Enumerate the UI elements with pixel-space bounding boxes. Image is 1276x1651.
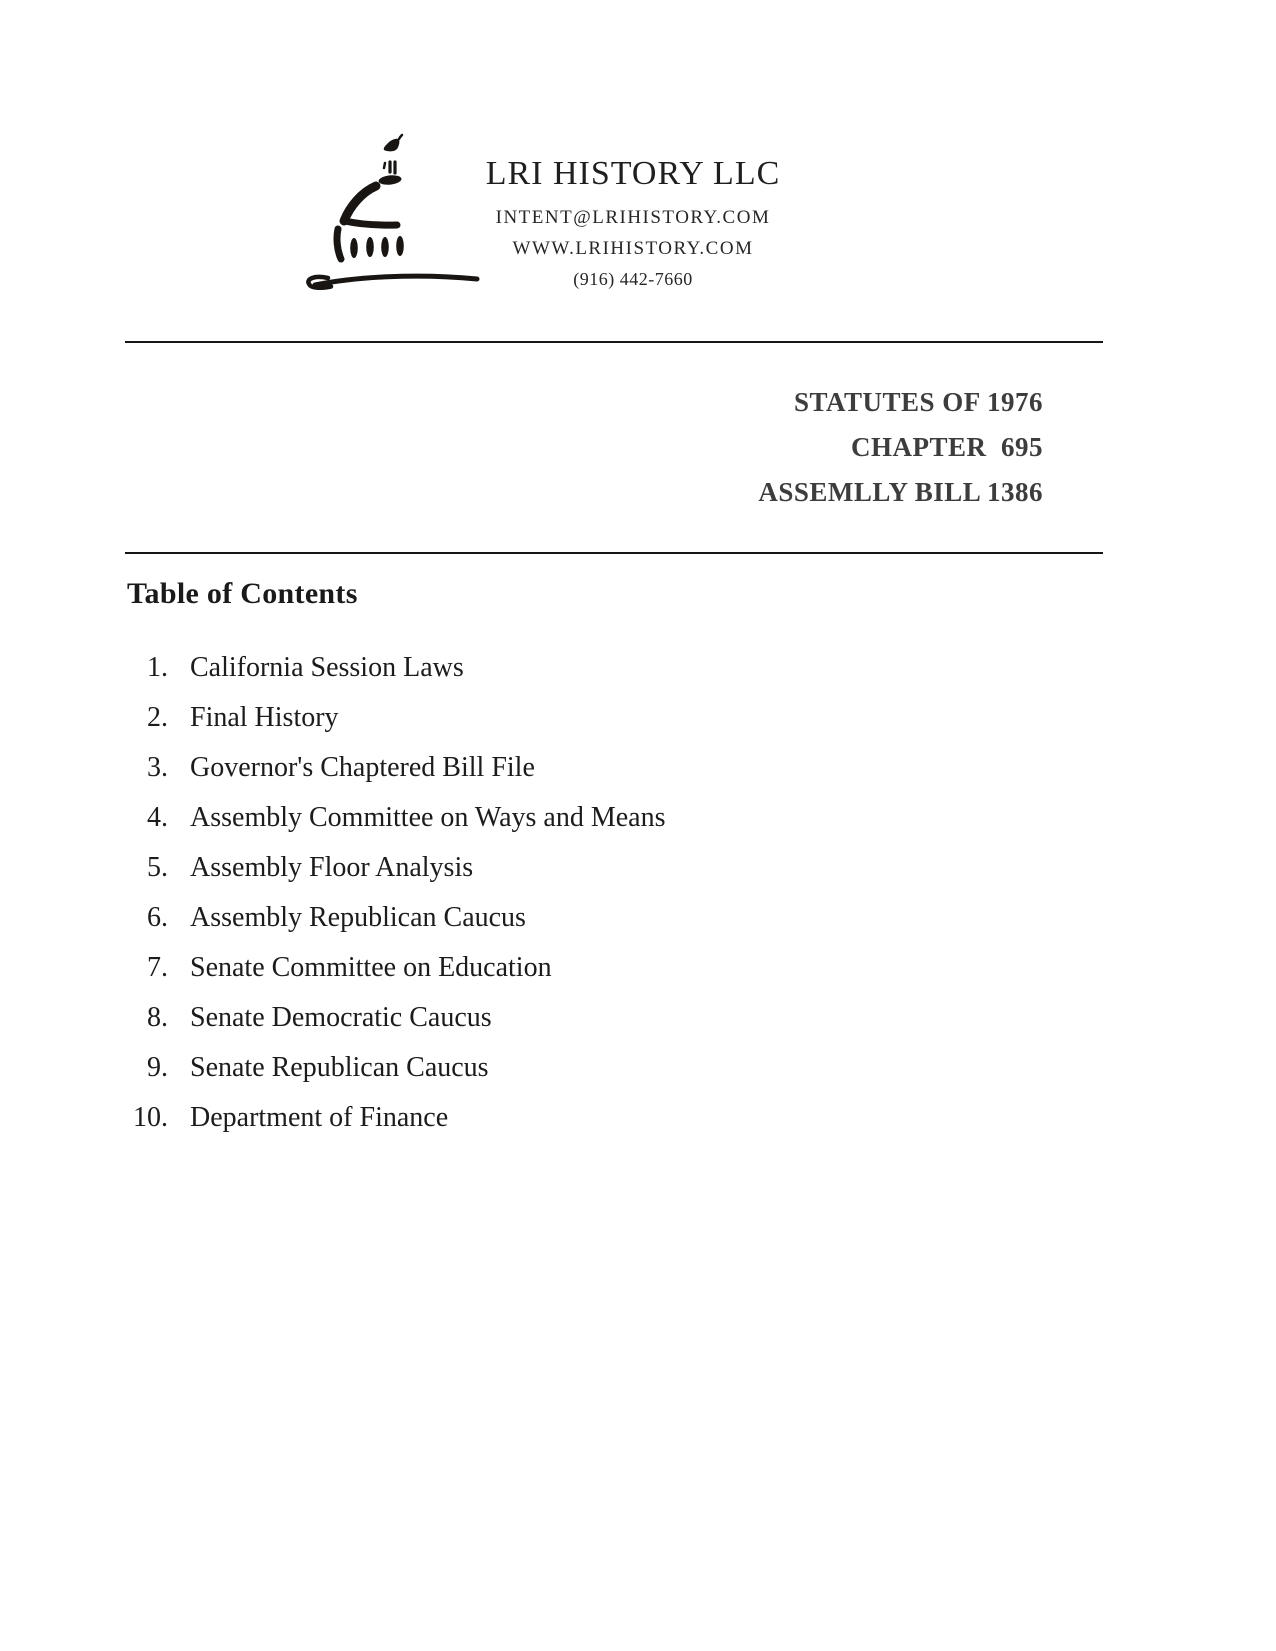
toc-item-label: California Session Laws	[190, 652, 464, 683]
toc-item-number: 4.	[147, 802, 168, 833]
toc-item	[128, 993, 666, 1043]
toc-item	[128, 793, 666, 843]
toc-item	[128, 743, 666, 793]
toc-item-label: Assembly Committee on Ways and Means	[190, 802, 666, 833]
toc-item	[128, 943, 666, 993]
toc-item-number: 10.	[133, 1102, 168, 1133]
toc-item-number: 3.	[147, 752, 168, 783]
divider-line-top	[125, 341, 1103, 343]
toc-item-label: Senate Democratic Caucus	[190, 1002, 492, 1033]
toc-list	[128, 643, 666, 1143]
toc-item-label: Department of Finance	[190, 1102, 449, 1133]
toc-item	[128, 693, 666, 743]
company-email: INTENT@LRIHISTORY.COM	[495, 207, 771, 228]
toc-item	[128, 893, 666, 943]
divider-line-bottom	[125, 552, 1103, 554]
toc-item-number: 8.	[147, 1002, 168, 1033]
toc-item-label: Senate Republican Caucus	[190, 1052, 489, 1083]
toc-item-label: Final History	[190, 702, 339, 733]
chapter-line: CHAPTER 695	[850, 432, 1043, 462]
company-name: LRI HISTORY LLC	[485, 155, 781, 192]
toc-item	[128, 1093, 666, 1143]
toc-item	[128, 843, 666, 893]
toc-item-label: Assembly Republican Caucus	[190, 902, 526, 933]
toc-item	[128, 1043, 666, 1093]
statutes-line: STATUTES OF 1976	[793, 387, 1043, 417]
toc-item	[128, 643, 666, 693]
toc-item-number: 9.	[147, 1052, 168, 1083]
assembly-bill-line: ASSEMLLY BILL 1386	[758, 477, 1043, 507]
toc-heading: Table of Contents	[127, 577, 358, 610]
toc-item-number: 2.	[147, 702, 168, 733]
toc-item-label: Governor's Chaptered Bill File	[190, 752, 535, 783]
toc-item-number: 1.	[147, 652, 168, 683]
toc-item-number: 7.	[147, 952, 168, 983]
company-website: WWW.LRIHISTORY.COM	[512, 238, 754, 259]
statutes-title-block	[758, 380, 1043, 515]
company-phone: (916) 442-7660	[573, 269, 693, 289]
toc-item-label: Senate Committee on Education	[190, 952, 552, 983]
toc-item-number: 5.	[147, 852, 168, 883]
toc-item-label: Assembly Floor Analysis	[190, 852, 474, 883]
toc-item-number: 6.	[147, 902, 168, 933]
